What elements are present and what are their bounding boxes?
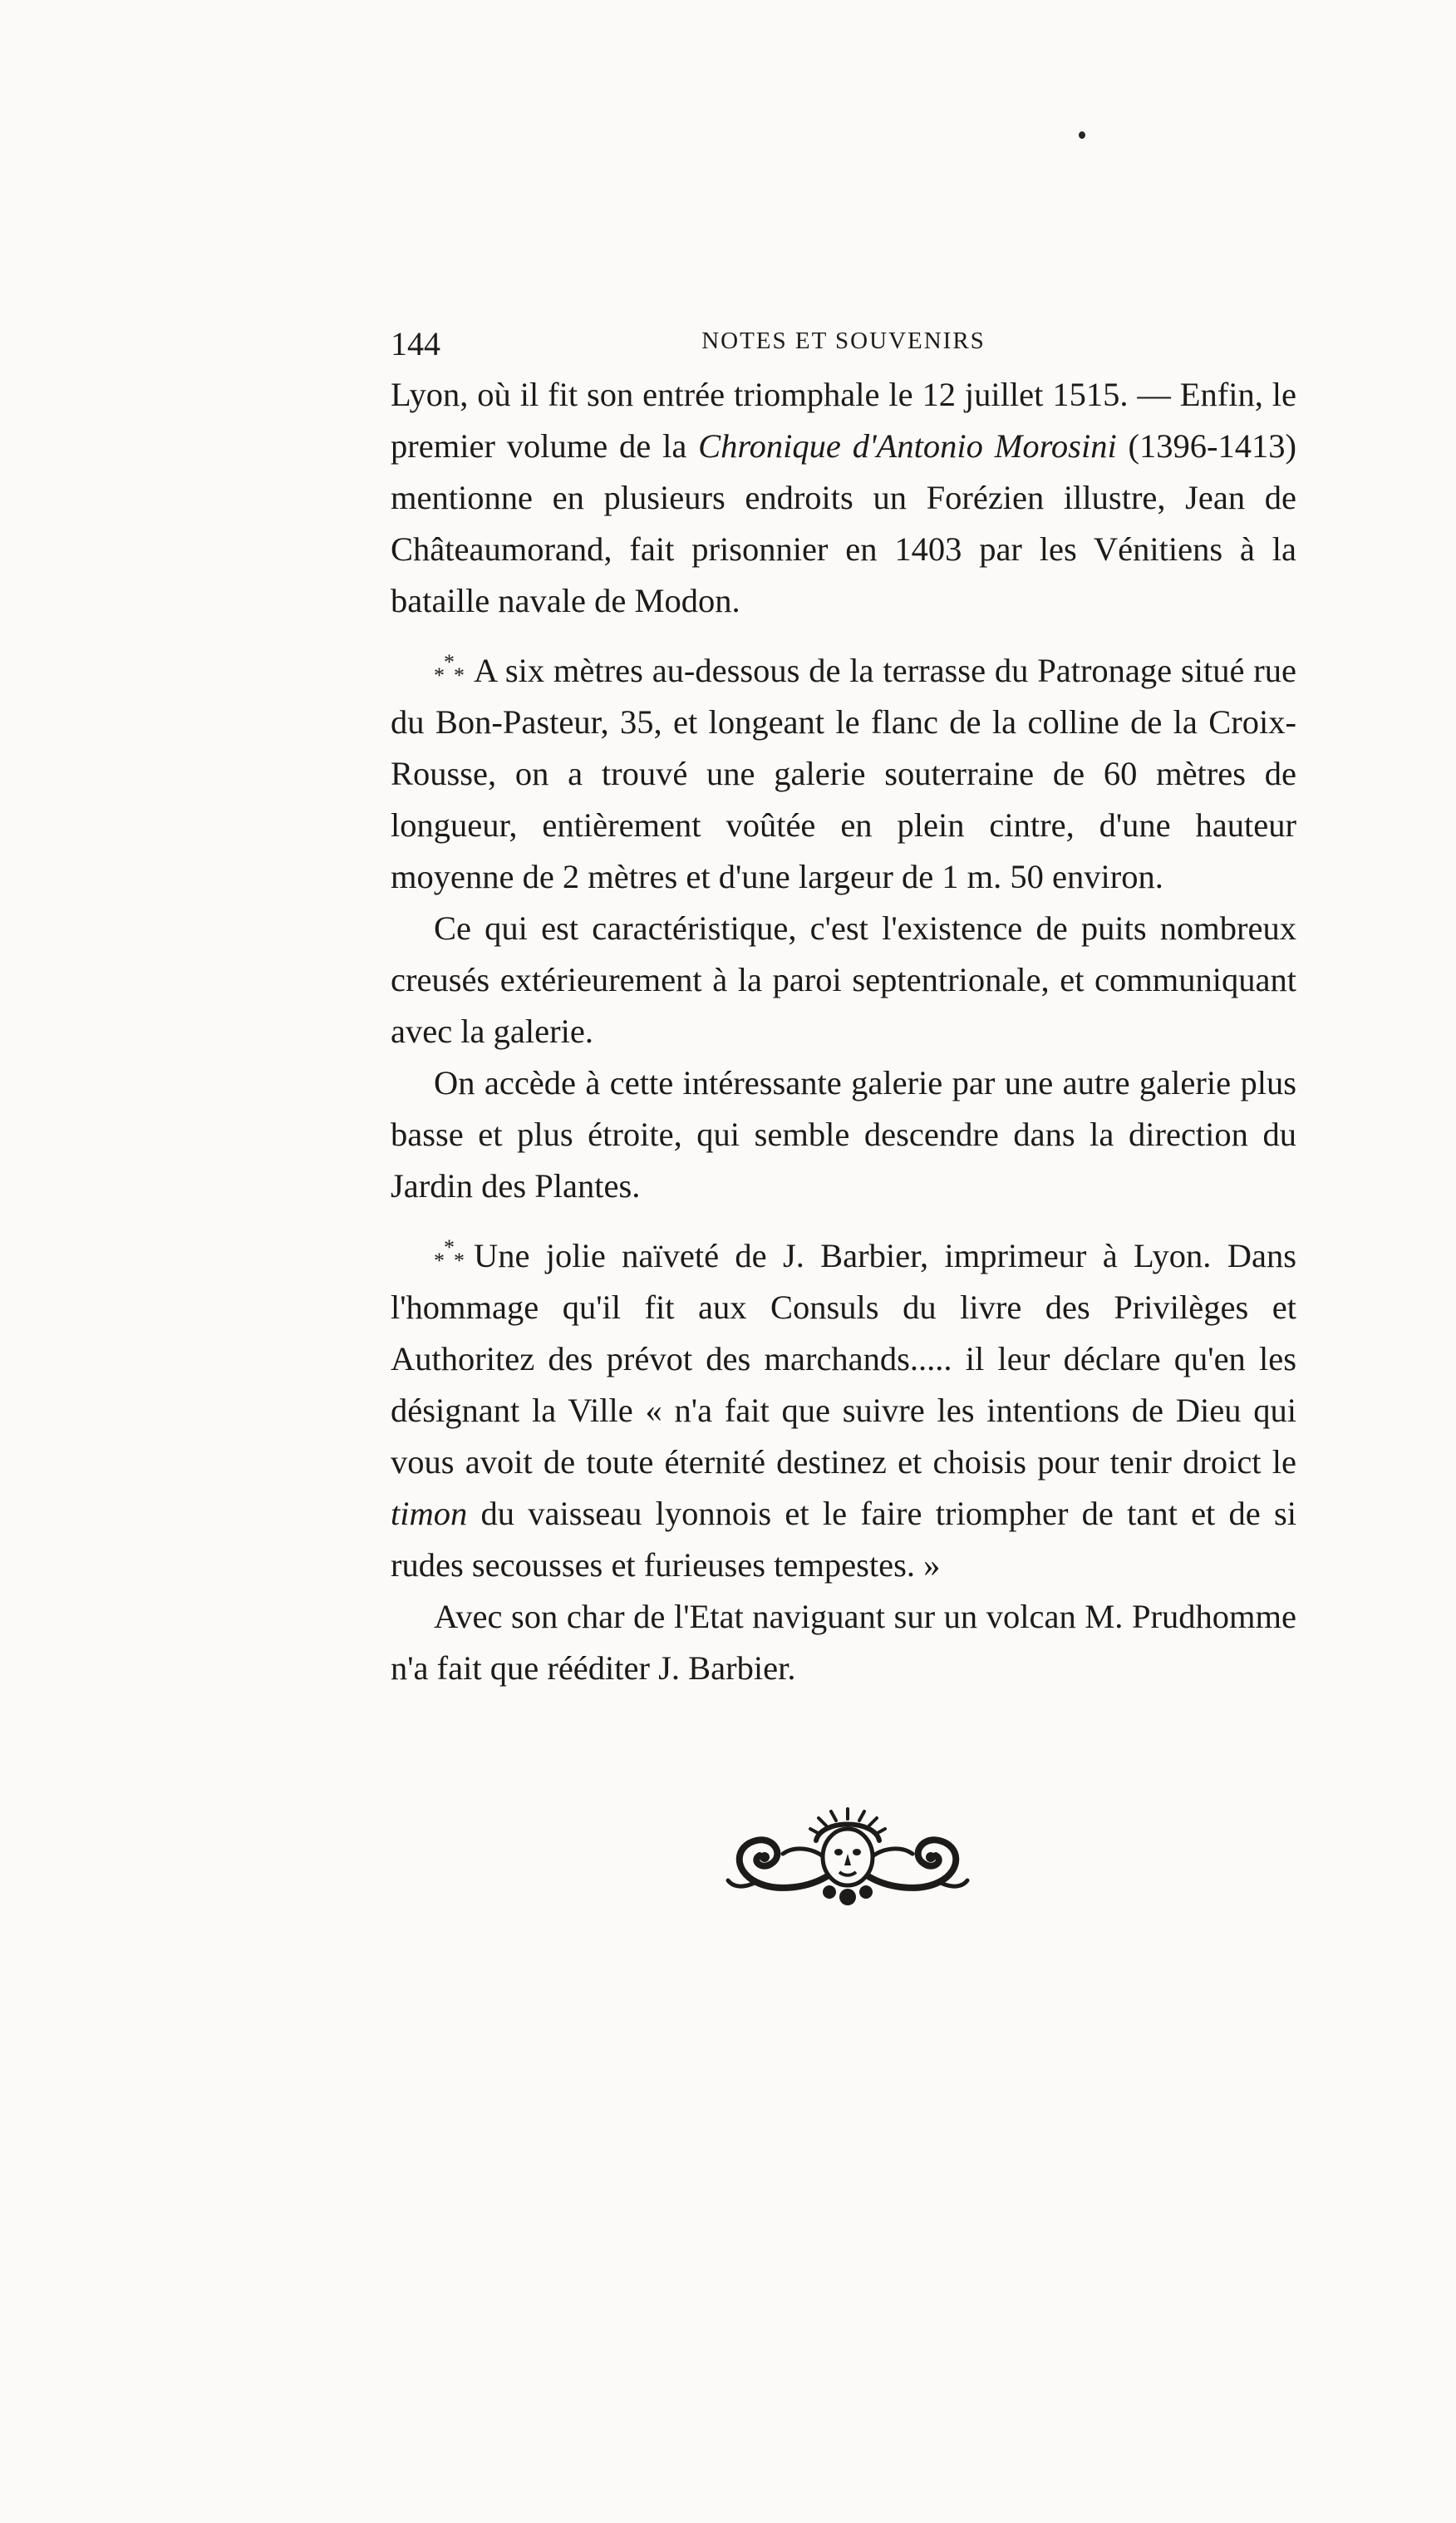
paragraph-3-text: Ce qui est caractéristique, c'est l'existence de puits nombreux creusés extérieurement à la paroi septentrionale, et communiquant avec la galerie. [391, 909, 1296, 1050]
mask-scroll-ornament-icon [723, 1806, 972, 1914]
paragraph-4-text: On accède à cette intéressante galerie par une autre galerie plus basse et plus étroite, qui semble descendre dans la direction du Jardin des Plantes. [391, 1064, 1296, 1205]
paragraph-6-text: Avec son char de l'Etat naviguant sur un volcan M. Prudhomme n'a fait que rééditer J. Barbier. [391, 1598, 1296, 1687]
body-text [391, 369, 1296, 1694]
paragraph-4 [391, 1057, 1296, 1212]
paragraph-3 [391, 903, 1296, 1057]
paragraph-1-italic: Chronique d'Antonio Morosini [698, 427, 1117, 465]
paragraph-6 [391, 1591, 1296, 1694]
paragraph-5-text-start: Une jolie naïveté de J. Barbier, imprimeur à Lyon. Dans l'hommage qu'il fit aux Consuls du livre des Privilèges et Authoritez des prévot des marchands..... il leur déclare qu'en les désignant la Ville « n'a fait que suivre les intentions de Dieu qui vous avoit de toute éternité destinez et choisis pour tenir droict le [391, 1237, 1296, 1481]
paragraph-5-italic: timon [391, 1495, 468, 1532]
paragraph-5-text-end: du vaisseau lyonnois et le faire triompher de tant et de si rudes secousses et furieuses tempestes. » [391, 1495, 1296, 1584]
page-number: 144 [391, 325, 440, 362]
paragraph-1 [391, 369, 1296, 627]
asterism-icon: * * * [434, 1235, 465, 1273]
ink-speck [1079, 131, 1085, 139]
asterism-icon: * * * [434, 650, 465, 687]
running-title: NOTES ET SOUVENIRS [701, 328, 986, 354]
paragraph-2 [391, 645, 1296, 903]
paragraph-1-text-end: (1396-1413) mentionne en plusieurs endroits un Forézien illustre, Jean de Châteaumorand, fait prisonnier en 1403 par les Vénitiens à la bataille navale de Modon. [391, 427, 1296, 619]
paragraph-5 [391, 1230, 1296, 1591]
page-header [391, 324, 1296, 366]
paragraph-2-text: A six mètres au-dessous de la terrasse du Patronage situé rue du Bon-Pasteur, 35, et longeant le flanc de la colline de la Croix-Rousse, on a trouvé une galerie souterraine de 60 mètres de longueur, entièrement voûtée en plein cintre, d'une hauteur moyenne de 2 mètres et d'une largeur de 1 m. 50 environ. [391, 652, 1296, 895]
paragraph-1-text-start: Lyon, où il fit son entrée triomphale le 12 juillet 1515. — Enfin, le premier volume de la [391, 376, 1296, 465]
